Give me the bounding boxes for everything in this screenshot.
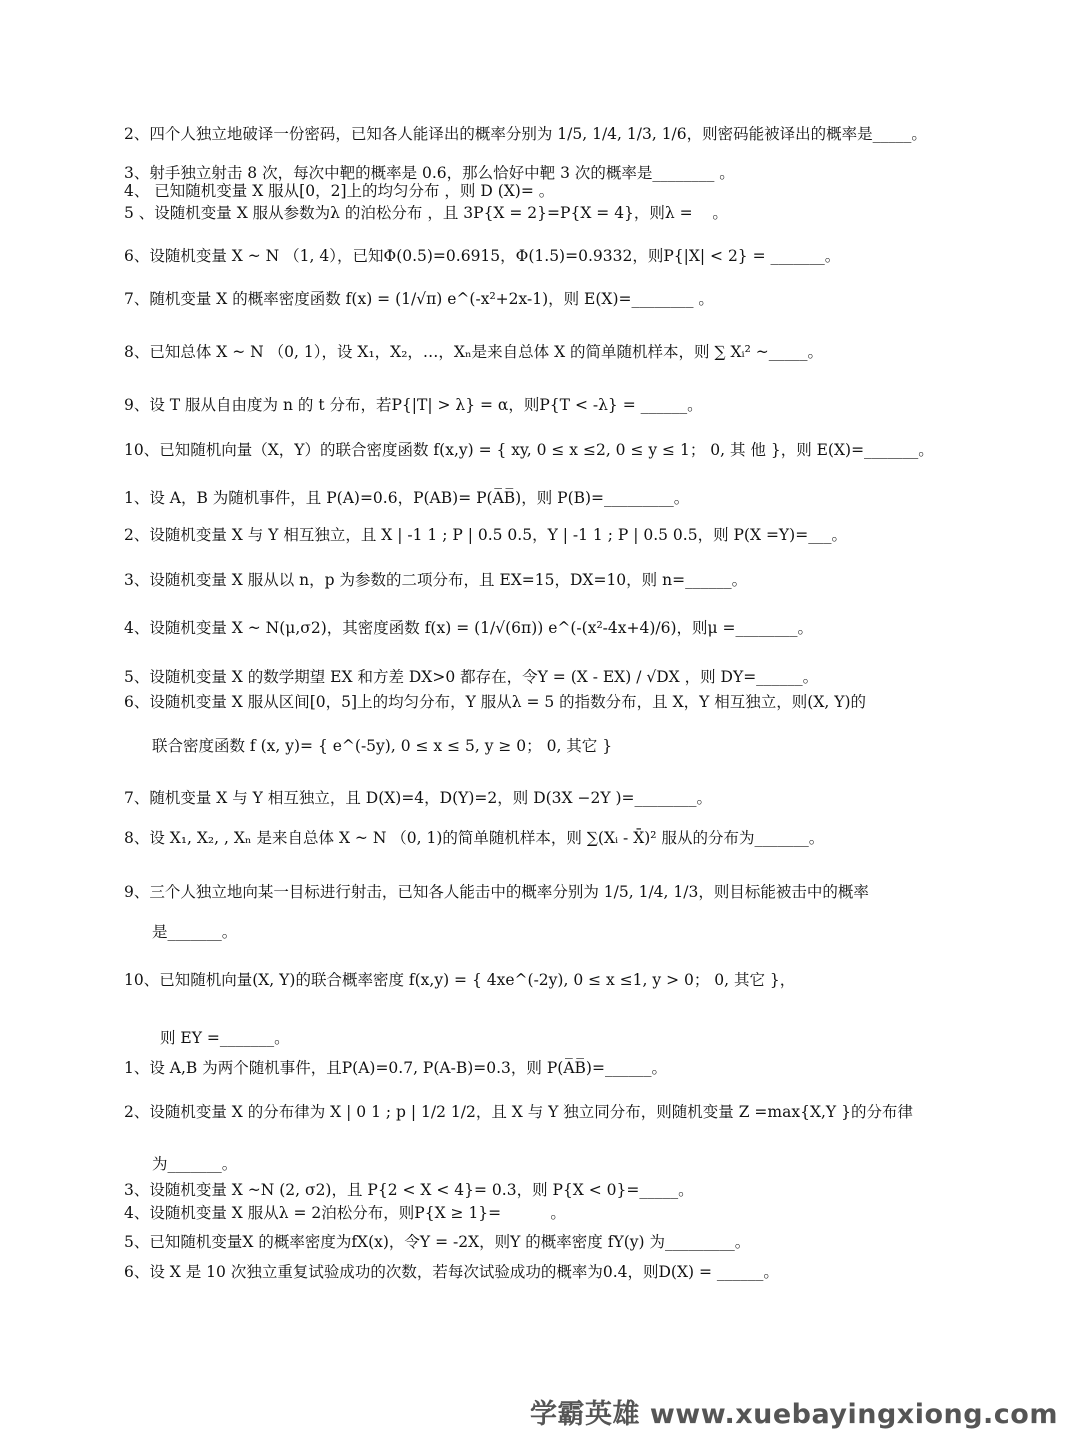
question-line: 2、四个人独立地破译一份密码，已知各人能译出的概率分别为 1/5, 1/4, 1/3, 1/6，则密码能被译出的概率是_____。 [124, 125, 927, 143]
question-line: 7、随机变量 X 与 Y 相互独立，且 D(X)=4，D(Y)=2，则 D(3X −2Y )=________。 [124, 789, 713, 807]
question-line: 8、设 X₁, X₂, , Xₙ 是来自总体 X ~ N （0, 1)的简单随机样本，则 ∑(Xᵢ - X̄)² 服从的分布为_______。 [124, 829, 825, 847]
question-line: 9、设 T 服从自由度为 n 的 t 分布，若P{|T| > λ} = α，则P{T < -λ} = ______。 [124, 396, 703, 414]
question-line: 8、已知总体 X ~ N （0, 1），设 X₁，X₂，…，Xₙ是来自总体 X 的简单随机样本，则 ∑ Xᵢ² ~_____。 [124, 343, 823, 361]
question-line: 5、设随机变量 X 的数学期望 EX 和方差 DX>0 都存在，令Y = (X - EX) / √DX ，则 DY=______。 [124, 668, 819, 686]
question-line: 3、射手独立射击 8 次，每次中靶的概率是 0.6，那么恰好中靶 3 次的概率是________ 。 [124, 164, 735, 182]
question-line: 2、设随机变量 X 与 Y 相互独立，且 X | -1 1 ; P | 0.5 0.5，Y | -1 1 ; P | 0.5 0.5，则 P(X =Y)=___。 [124, 526, 847, 544]
question-line: 7、随机变量 X 的概率密度函数 f(x) = (1/√π) e^(-x²+2x-1)，则 E(X)=________ 。 [124, 290, 714, 308]
question-line: 则 EY =_______。 [160, 1029, 290, 1047]
question-line: 4、 已知随机变量 X 服从[0，2]上的均匀分布 ，则 D (X)= 。 [124, 182, 555, 200]
question-line: 是_______。 [152, 923, 238, 941]
question-line: 4、设随机变量 X 服从λ = 2泊松分布，则P{X ≥ 1}= 。 [124, 1204, 566, 1222]
question-line: 为_______。 [152, 1155, 238, 1173]
question-line: 10、已知随机向量(X, Y)的联合概率密度 f(x,y) = { 4xe^(-2y), 0 ≤ x ≤1, y > 0； 0, 其它 }， [124, 971, 796, 989]
question-line: 5 、设随机变量 X 服从参数为λ 的泊松分布 ，且 3P{X = 2}=P{X = 4}，则λ = 。 [124, 204, 728, 222]
question-line: 6、设随机变量 X 服从区间[0，5]上的均匀分布，Y 服从λ = 5 的指数分布，且 X，Y 相互独立，则(X, Y)的 [124, 693, 867, 711]
question-line: 联合密度函数 f (x, y)= { e^(-5y), 0 ≤ x ≤ 5, y ≥ 0； 0, 其它 } [152, 737, 613, 755]
question-line: 10、已知随机向量（X，Y）的联合密度函数 f(x,y) = { xy, 0 ≤ x ≤2, 0 ≤ y ≤ 1； 0, 其 他 }，则 E(X)=_______。 [124, 441, 934, 459]
question-line: 4、设随机变量 X ~ N(μ,σ2)，其密度函数 f(x) = (1/√(6π)) e^(-(x²-4x+4)/6)，则μ =________。 [124, 619, 814, 637]
question-line: 1、设 A，B 为随机事件，且 P(A)=0.6，P(AB)= P(A̅B̅)，则 P(B)=_________。 [124, 489, 690, 507]
question-line: 6、设随机变量 X ~ N （1, 4），已知Φ(0.5)=0.6915，Φ(1.5)=0.9332，则P{|X| < 2} = _______。 [124, 247, 841, 265]
question-line: 5、已知随机变量X 的概率密度为fX(x)，令Y = -2X，则Y 的概率密度 fY(y) 为_________。 [124, 1233, 751, 1251]
question-line: 6、设 X 是 10 次独立重复试验成功的次数，若每次试验成功的概率为0.4，则D(X) = ______。 [124, 1263, 779, 1281]
footer-watermark: 学霸英雄 www.xuebayingxiong.com [529, 1399, 1058, 1430]
question-line: 3、设随机变量 X ~N (2, σ2)，且 P{2 < X < 4}= 0.3，则 P{X < 0}=_____。 [124, 1181, 694, 1199]
question-line: 3、设随机变量 X 服从以 n，p 为参数的二项分布，且 EX=15，DX=10，则 n=______。 [124, 571, 748, 589]
question-line: 9、三个人独立地向某一目标进行射击，已知各人能击中的概率分别为 1/5, 1/4, 1/3，则目标能被击中的概率 [124, 883, 869, 901]
question-line: 2、设随机变量 X 的分布律为 X | 0 1 ; p | 1/2 1/2，且 X 与 Y 独立同分布，则随机变量 Z =max{X,Y }的分布律 [124, 1103, 913, 1121]
question-line: 1、设 A,B 为两个随机事件，且P(A)=0.7, P(A-B)=0.3，则 P(A̅B̅)=______。 [124, 1059, 667, 1077]
